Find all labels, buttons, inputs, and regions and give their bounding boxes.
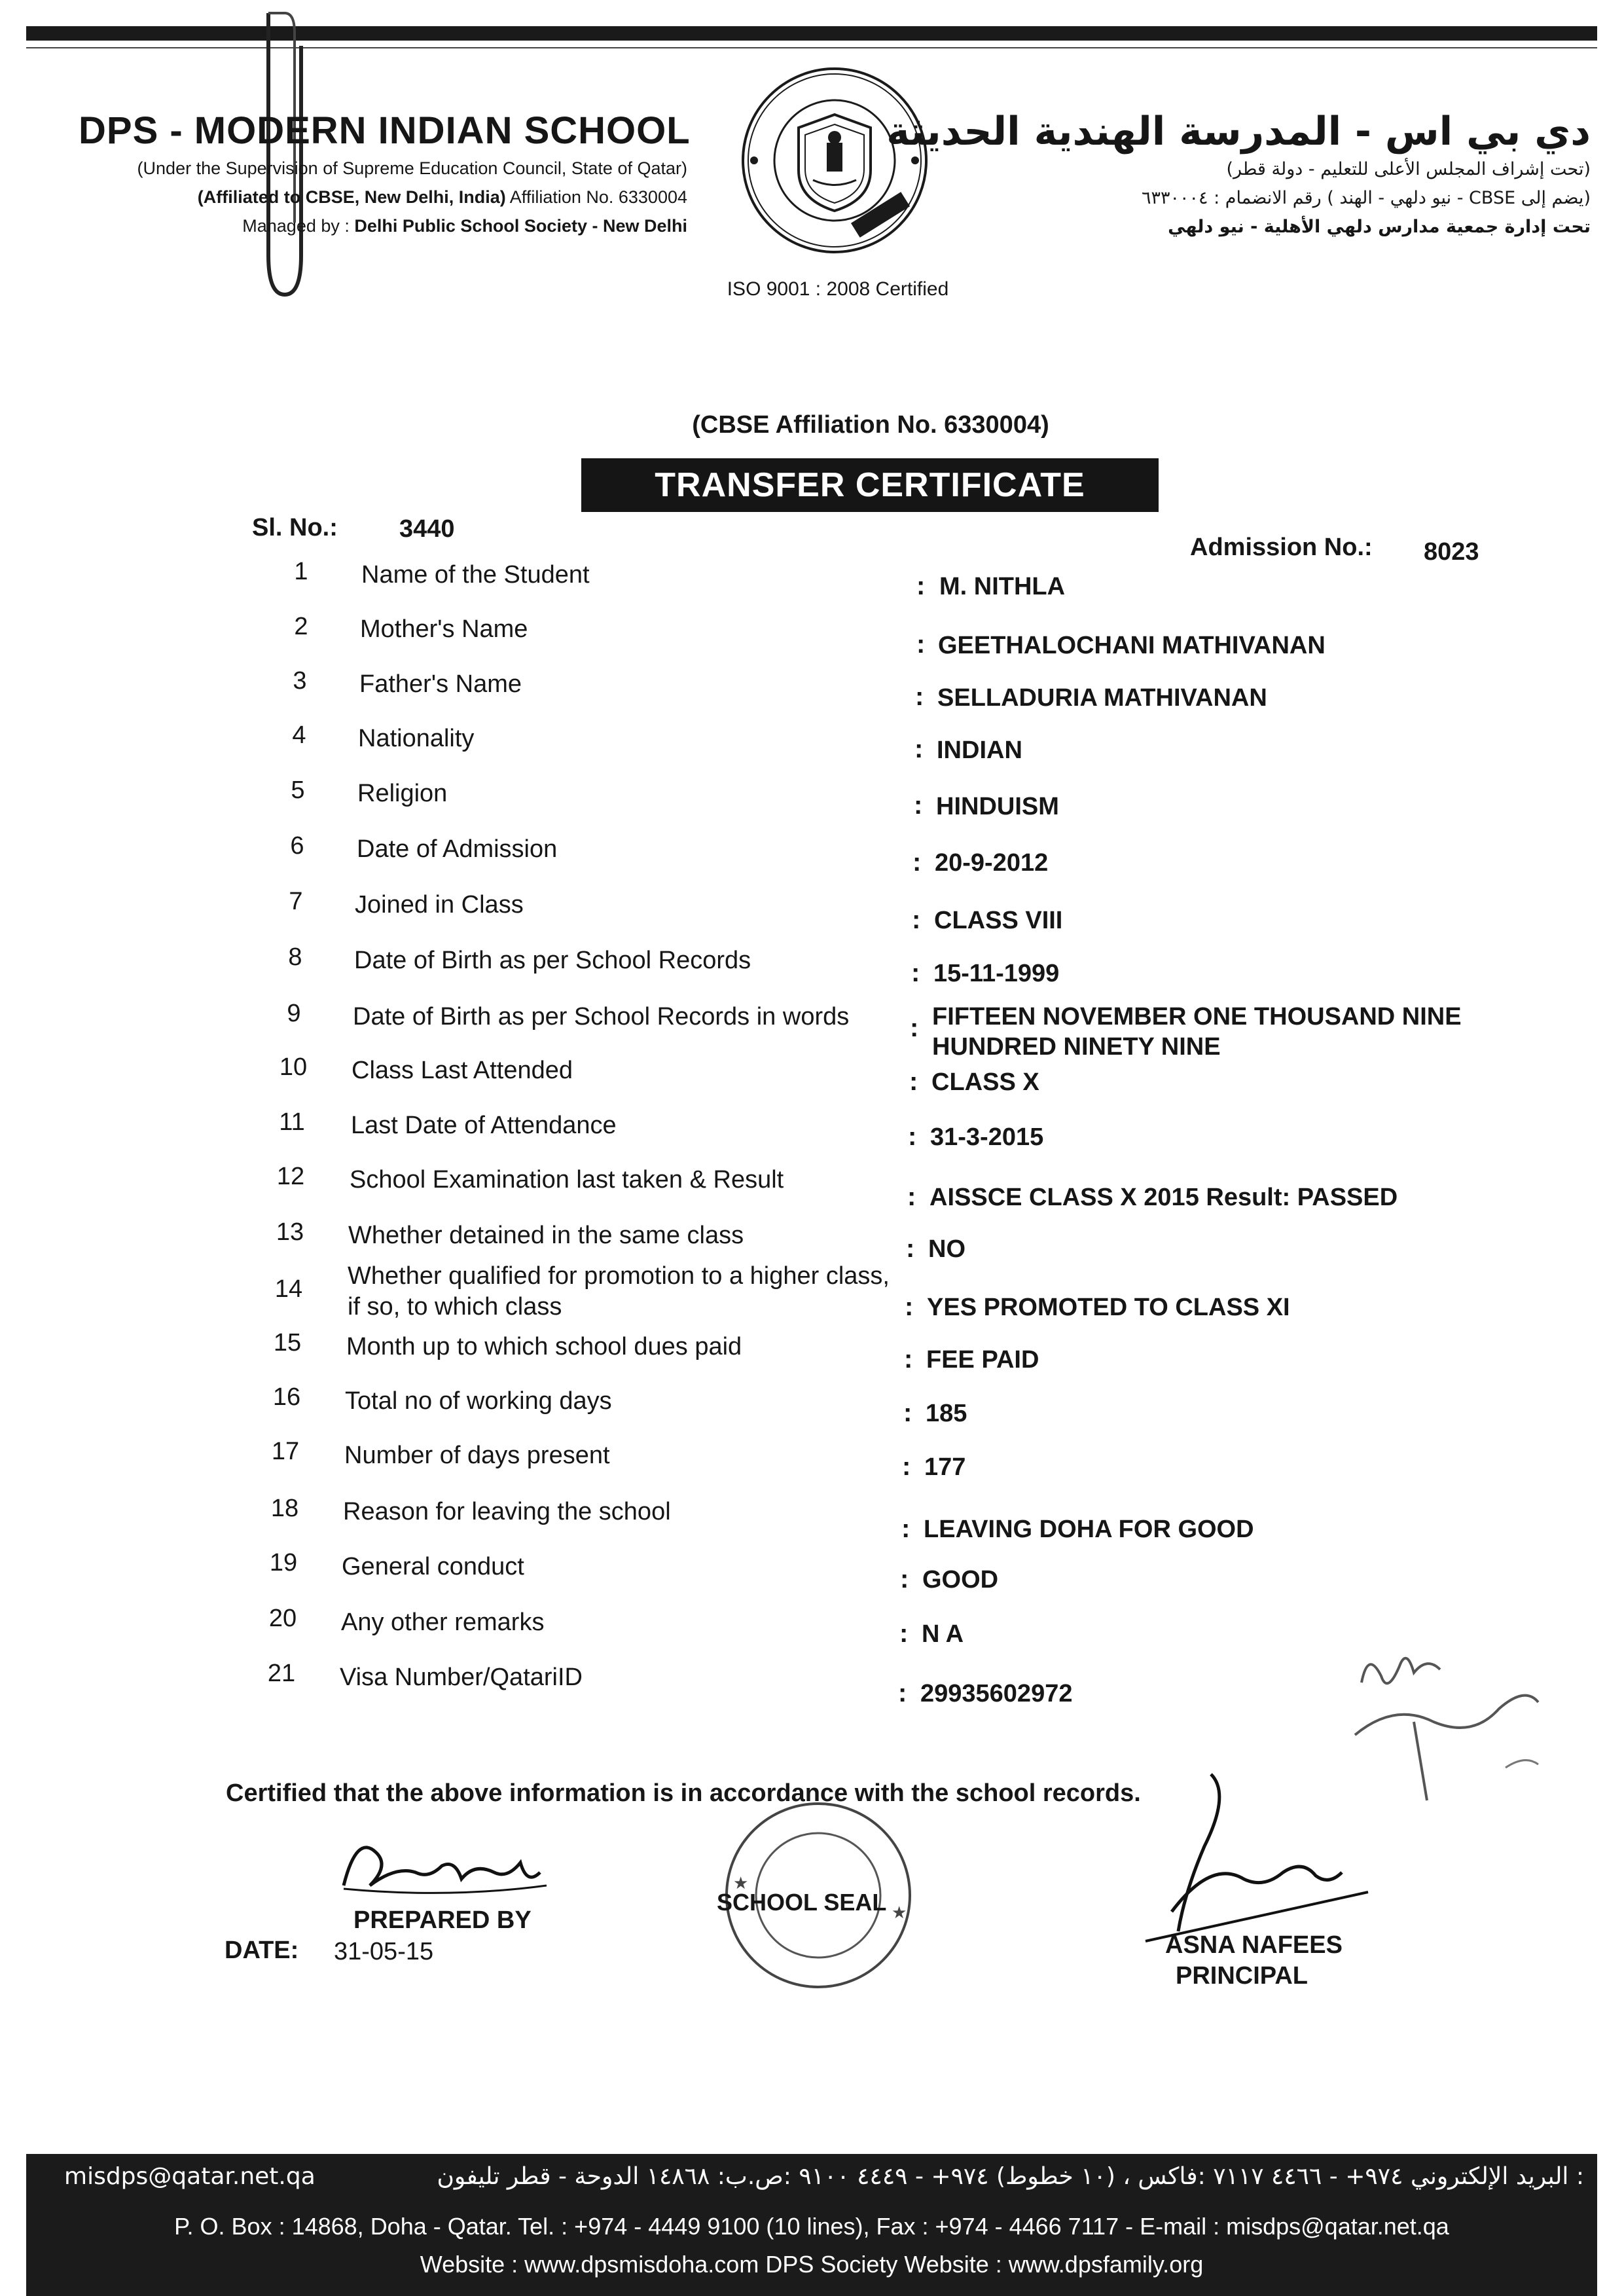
row-number: 13: [276, 1218, 304, 1246]
school-logo-emblem: [740, 65, 929, 255]
row-label-continued: if so, to which class: [348, 1293, 562, 1321]
row-value: 31-3-2015: [930, 1123, 1044, 1151]
row-colon: :: [914, 791, 923, 820]
principal-name: ASNA NAFEES: [1165, 1931, 1343, 1959]
row-number: 12: [276, 1163, 305, 1190]
row-colon: :: [910, 1013, 919, 1042]
serial-number: 3440: [399, 515, 455, 543]
row-colon: :: [909, 1067, 918, 1096]
row-value: 20-9-2012: [935, 849, 1049, 877]
row-colon: :: [902, 1452, 911, 1481]
row-colon: :: [899, 1619, 909, 1648]
row-number: 1: [294, 558, 308, 585]
row-colon: :: [901, 1514, 911, 1543]
certification-statement: Certified that the above information is in accordance with the school records.: [226, 1779, 1141, 1807]
row-colon: :: [908, 1122, 917, 1151]
row-number: 4: [292, 721, 306, 749]
row-value: N A: [922, 1620, 964, 1648]
svg-text:★: ★: [892, 1903, 907, 1923]
row-label: Date of Birth as per School Records in words: [353, 1003, 850, 1030]
row-label: Date of Birth as per School Records: [354, 947, 751, 974]
iso-certification: ISO 9001 : 2008 Certified: [727, 278, 949, 300]
row-colon: :: [915, 682, 924, 711]
row-value: CLASS VIII: [934, 907, 1063, 934]
row-colon: :: [916, 572, 926, 600]
row-value: M. NITHLA: [939, 573, 1066, 600]
row-value: 185: [926, 1400, 967, 1427]
row-number: 16: [272, 1383, 301, 1411]
row-value: AISSCE CLASS X 2015 Result: PASSED: [929, 1184, 1398, 1211]
row-label: Visa Number/QatariID: [340, 1664, 583, 1691]
header-english: [79, 108, 691, 240]
row-number: 10: [279, 1053, 308, 1081]
school-seal-label: SCHOOL SEAL: [717, 1889, 887, 1916]
serial-number-label: Sl. No.:: [252, 514, 338, 541]
principal-signature: [1106, 1761, 1381, 1951]
managed-by-society: Delhi Public School Society - New Delhi: [354, 216, 687, 236]
cbse-affiliation: (CBSE Affiliation No. 6330004): [692, 411, 1049, 439]
row-value: 29935602972: [920, 1680, 1073, 1707]
principal-title: PRINCIPAL: [1176, 1962, 1308, 1990]
row-number: 6: [290, 832, 304, 860]
row-colon: :: [900, 1565, 909, 1594]
row-number: 19: [269, 1549, 298, 1576]
row-number: 9: [287, 1000, 301, 1027]
row-colon: :: [911, 958, 920, 987]
row-colon: :: [903, 1398, 912, 1427]
svg-text:★: ★: [733, 1874, 749, 1893]
row-colon: :: [916, 630, 926, 659]
row-number: 20: [268, 1605, 297, 1632]
row-number: 7: [289, 888, 303, 915]
row-label: Religion: [357, 780, 448, 807]
row-number: 15: [273, 1329, 302, 1357]
row-number: 11: [279, 1108, 305, 1136]
row-label: Name of the Student: [361, 561, 590, 589]
row-value: FIFTEEN NOVEMBER ONE THOUSAND NINE: [932, 1003, 1462, 1030]
row-label: Number of days present: [344, 1442, 610, 1469]
row-label: Total no of working days: [345, 1387, 612, 1415]
row-value: SELLADURIA MATHIVANAN: [937, 684, 1267, 712]
affiliation-number: Affiliation No. 6330004: [505, 187, 687, 207]
affiliation-bold: (Affiliated to CBSE, New Delhi, India): [197, 187, 506, 207]
row-label: Nationality: [358, 725, 475, 752]
row-value-continued: HUNDRED NINETY NINE: [932, 1033, 1221, 1061]
date-label: DATE:: [225, 1937, 299, 1964]
school-name-arabic: دي بي اس - المدرسة الهندية الحديثة: [886, 109, 1591, 155]
row-colon: :: [904, 1345, 913, 1374]
managed-by-prefix: Managed by :: [242, 216, 355, 236]
certificate-title: TRANSFER CERTIFICATE: [581, 458, 1159, 512]
managed-by-line: [79, 211, 687, 240]
row-value: 15-11-1999: [933, 960, 1060, 987]
row-value: 177: [924, 1453, 966, 1481]
row-label: Month up to which school dues paid: [346, 1333, 742, 1360]
footer-arabic-contact: : البريد الإلكتروني ٩٧٤+ - ٤٤٦٦ ٧١١٧ :فاكس ، (١٠ خطوط) ٩٧٤+ - ٤٤٤٩ ٩١٠٠ :ص.ب: ١٤٨٦٨ الدوحة - قطر تليفون: [437, 2163, 1584, 2190]
row-label: Last Date of Attendance: [351, 1112, 617, 1139]
row-value: GOOD: [922, 1566, 999, 1594]
arabic-managed-by-line: تحت إدارة جمعية مدارس دلهي الأهلية - نيو دلهي: [1168, 217, 1591, 237]
row-value: FEE PAID: [926, 1346, 1039, 1374]
row-label: General conduct: [342, 1553, 524, 1580]
row-colon: :: [912, 905, 921, 934]
prepared-by-label: PREPARED BY: [353, 1906, 532, 1934]
admission-number-label: Admission No.:: [1190, 534, 1373, 561]
row-label: Mother's Name: [360, 615, 528, 643]
row-value: INDIAN: [937, 737, 1022, 764]
row-number: 3: [293, 667, 307, 695]
row-label: Father's Name: [359, 670, 522, 698]
row-colon: :: [907, 1182, 916, 1211]
row-label: Whether detained in the same class: [348, 1222, 744, 1249]
school-name-english: DPS - MODERN INDIAN SCHOOL: [79, 109, 691, 152]
arabic-supervision-line: (تحت إشراف المجلس الأعلى للتعليم - دولة قطر): [1226, 159, 1591, 179]
row-value: CLASS X: [931, 1068, 1039, 1096]
row-number: 18: [270, 1495, 299, 1522]
header-arabic: [886, 108, 1591, 242]
row-colon: :: [898, 1679, 907, 1707]
row-label: Class Last Attended: [352, 1057, 573, 1084]
supervision-line: (Under the Supervision of Supreme Education Council, State of Qatar): [137, 158, 687, 178]
row-colon: :: [906, 1234, 915, 1263]
row-number: 21: [267, 1660, 296, 1687]
affiliation-line: [79, 183, 687, 211]
footer-websites: Website : www.dpsmisdoha.com DPS Society Website : www.dpsfamily.org: [420, 2251, 1204, 2278]
row-colon: :: [905, 1292, 914, 1321]
row-value: LEAVING DOHA FOR GOOD: [924, 1516, 1254, 1543]
row-label: Any other remarks: [341, 1609, 545, 1636]
row-label: Reason for leaving the school: [343, 1498, 671, 1525]
footer-email: misdps@qatar.net.qa: [64, 2163, 316, 2190]
row-value: YES PROMOTED TO CLASS XI: [927, 1294, 1290, 1321]
row-number: 14: [274, 1275, 303, 1303]
row-label: School Examination last taken & Result: [350, 1166, 784, 1194]
row-value: NO: [928, 1235, 965, 1263]
row-label: Date of Admission: [357, 835, 558, 863]
arabic-affiliation-line: (يضم إلى CBSE - نيو دلهي - الهند ) رقم الانضمام : ٦٣٣٠٠٠٤: [1141, 188, 1591, 208]
footer-address: P. O. Box : 14868, Doha - Qatar. Tel. : +974 - 4449 9100 (10 lines), Fax : +974 - 4466 7117 - E-mail : misdps@qatar.net.qa: [174, 2213, 1449, 2240]
row-value: HINDUISM: [936, 793, 1059, 820]
row-number: 8: [288, 943, 302, 971]
row-label: Whether qualified for promotion to a higher class,: [348, 1262, 890, 1290]
date-value: 31-05-15: [334, 1938, 434, 1965]
row-colon: :: [914, 735, 924, 763]
admission-number: 8023: [1424, 538, 1479, 566]
row-number: 5: [291, 776, 305, 804]
row-number: 17: [271, 1438, 300, 1465]
preparer-signature: [331, 1827, 579, 1905]
row-label: Joined in Class: [355, 891, 524, 919]
row-colon: :: [912, 848, 922, 877]
row-value: GEETHALOCHANI MATHIVANAN: [938, 632, 1326, 659]
row-number: 2: [294, 613, 308, 640]
footer-contact-bar: [26, 2154, 1597, 2296]
